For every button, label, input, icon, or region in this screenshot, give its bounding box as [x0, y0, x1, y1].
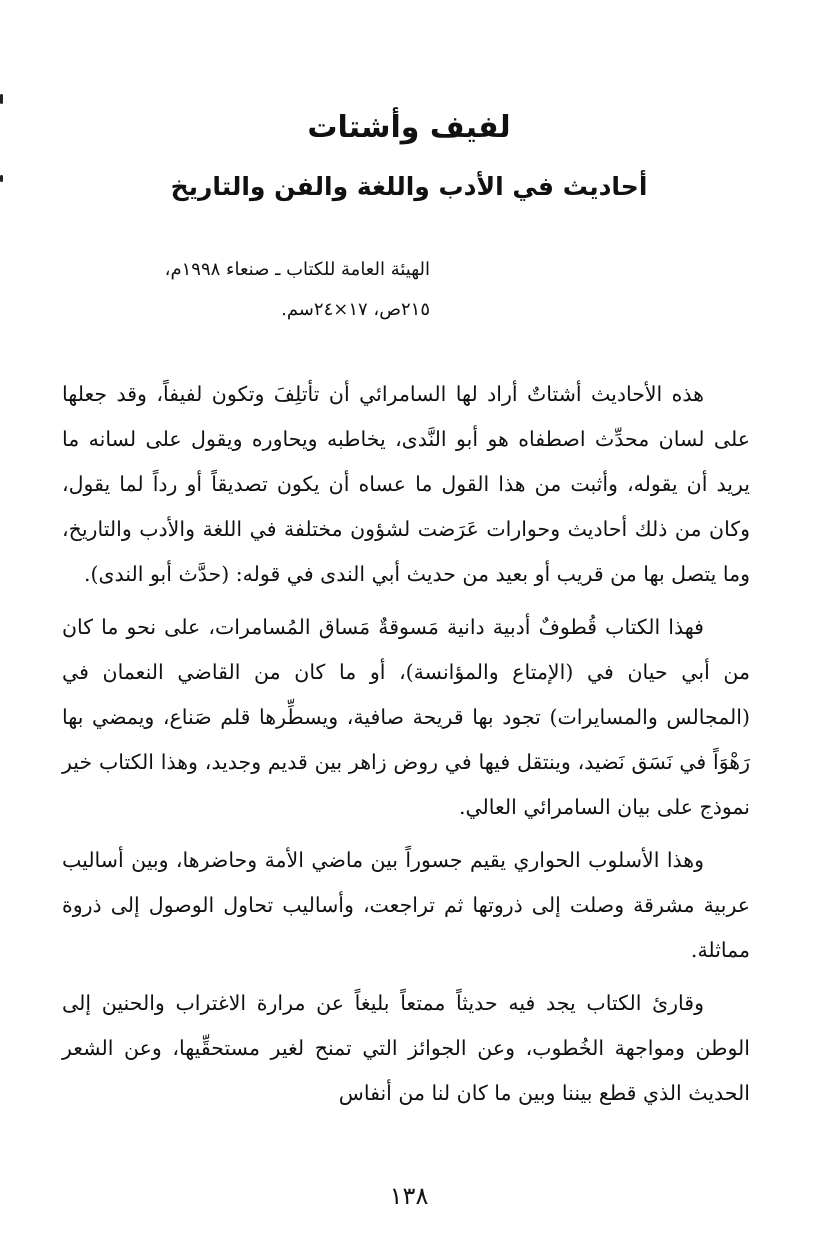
publication-line: ٢١٥ص، ١٧×٢٤سم. [281, 299, 430, 320]
paragraph: فهذا الكتاب قُطوفٌ أدبية دانية مَسوقةٌ مَساق المُسامرات، على نحو ما كان من أبي حيان في (الإمتاع والمؤانسة)، أو ما كان من القاضي النعمان في (المجالس والمسايرات) تجود بها قريحة صافية، ويسطِّرها قلم صَناع، ويمضي بها رَهْوَاً في نَسَق نَضيد، وينتقل فيها في روض زاهر بين قديم وجديد، وهذا الكتاب خير نموذج على بيان السامرائي العالي. [62, 615, 750, 819]
paragraph: وقارئ الكتاب يجد فيه حديثاً ممتعاً بليغاً عن مرارة الاغتراب والحنين إلى الوطن ومواجهة الخُطوب، وعن الجوائز التي تمنح لغير مستحقِّيها، وعن الشعر الحديث الذي قطع بيننا وبين ما كان لنا من أنفاس [62, 991, 750, 1105]
paragraph: وهذا الأسلوب الحواري يقيم جسوراً بين ماضي الأمة وحاضرها، وبين أساليب عربية مشرقة وصلت إلى ذروتها ثم تراجعت، وأساليب تحاول الوصول إلى ذروة مماثلة. [62, 848, 750, 962]
publication-line: الهيئة العامة للكتاب ـ صنعاء ١٩٩٨م، [164, 259, 430, 280]
publication-info [70, 250, 430, 330]
book-subtitle: أحاديث في الأدب واللغة والفن والتاريخ [170, 172, 648, 201]
page-number: ١٣٨ [389, 1182, 429, 1210]
paragraph: هذه الأحاديث أشتاتٌ أراد لها السامرائي أن تأتلِفَ وتكون لفيفاً، وقد جعلها على لسان محدِّث اصطفاه هو أبو النَّدى، يخاطبه ويحاوره ويقول على لسانه ما يريد أن يقوله، وأثبت من هذا القول ما عساه أن يكون تصديقاً أو رداً لما يقول، وكان من ذلك أحاديث وحوارات عَرَضت لشؤون مختلفة في اللغة والأدب والتاريخ، وما يتصل بها من قريب أو بعيد من حديث أبي الندى في قوله: (حدَّث أبو الندى). [62, 382, 750, 586]
review-body [62, 372, 750, 1124]
page-edge-mark [0, 175, 3, 182]
page-edge-mark [0, 94, 3, 104]
book-title: لفيف وأشتات [307, 110, 511, 145]
